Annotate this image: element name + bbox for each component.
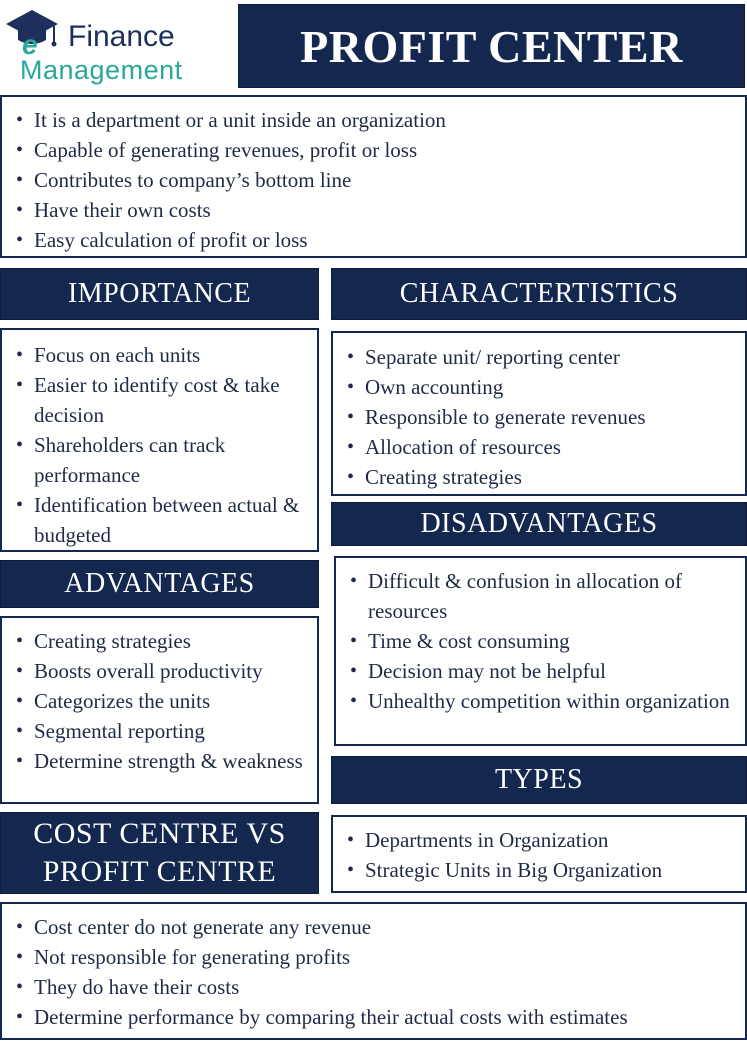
types-heading: TYPES xyxy=(331,756,747,804)
comparison-box xyxy=(0,902,747,1040)
list-item: • Cost center do not generate any revenue xyxy=(16,912,737,942)
list-item: • Segmental reporting xyxy=(16,716,309,746)
characteristics-heading: CHARACTERTISTICS xyxy=(331,268,747,320)
list-item: • Allocation of resources xyxy=(347,432,737,462)
list-item: • Strategic Units in Big Organization xyxy=(347,855,737,885)
list-item: • Responsible to generate revenues xyxy=(347,402,737,432)
list-item: • Creating strategies xyxy=(347,462,737,492)
intro-box xyxy=(0,95,747,258)
list-item: • Determine performance by comparing their actual costs with estimates xyxy=(16,1002,737,1032)
list-item: • Easy calculation of profit or loss xyxy=(16,225,733,255)
list-item: • Unhealthy competition within organization xyxy=(350,686,737,716)
list-item: • Contributes to company’s bottom line xyxy=(16,165,733,195)
advantages-heading: ADVANTAGES xyxy=(0,560,319,608)
list-item: • It is a department or a unit inside an organization xyxy=(16,105,733,135)
disadvantages-heading: DISADVANTAGES xyxy=(331,502,747,546)
svg-text:e: e xyxy=(22,29,38,56)
logo xyxy=(0,0,236,88)
list-item: • Difficult & confusion in allocation of resources xyxy=(350,566,737,626)
list-item: • Categorizes the units xyxy=(16,686,309,716)
importance-box xyxy=(0,328,319,552)
comparison-heading-line1: COST CENTRE VS xyxy=(33,817,286,850)
logo-text-finance: Finance xyxy=(68,20,175,53)
advantages-box xyxy=(0,616,319,804)
list-item: • Capable of generating revenues, profit or loss xyxy=(16,135,733,165)
list-item: • Focus on each units xyxy=(16,340,309,370)
importance-heading: IMPORTANCE xyxy=(0,268,319,320)
list-item: • Boosts overall productivity xyxy=(16,656,309,686)
list-item: • Have their own costs xyxy=(16,195,733,225)
comparison-heading-line2: PROFIT CENTRE xyxy=(42,855,277,888)
comparison-heading xyxy=(0,812,319,894)
page-title: PROFIT CENTER xyxy=(238,4,745,88)
list-item: • Not responsible for generating profits xyxy=(16,942,737,972)
list-item: • Shareholders can track performance xyxy=(16,430,309,490)
list-item: • Own accounting xyxy=(347,372,737,402)
list-item: • Identification between actual & budgeted xyxy=(16,490,309,550)
graduation-cap-icon xyxy=(2,4,62,56)
list-item: • Time & cost consuming xyxy=(350,626,737,656)
list-item: • Determine strength & weakness xyxy=(16,746,309,776)
list-item: • Departments in Organization xyxy=(347,825,737,855)
list-item: • Decision may not be helpful xyxy=(350,656,737,686)
list-item: • Separate unit/ reporting center xyxy=(347,342,737,372)
disadvantages-box xyxy=(334,556,747,746)
characteristics-box xyxy=(331,331,747,496)
types-box xyxy=(331,815,747,893)
list-item: • Creating strategies xyxy=(16,626,309,656)
list-item: • They do have their costs xyxy=(16,972,737,1002)
list-item: • Easier to identify cost & take decision xyxy=(16,370,309,430)
logo-text-management: Management xyxy=(20,55,183,85)
